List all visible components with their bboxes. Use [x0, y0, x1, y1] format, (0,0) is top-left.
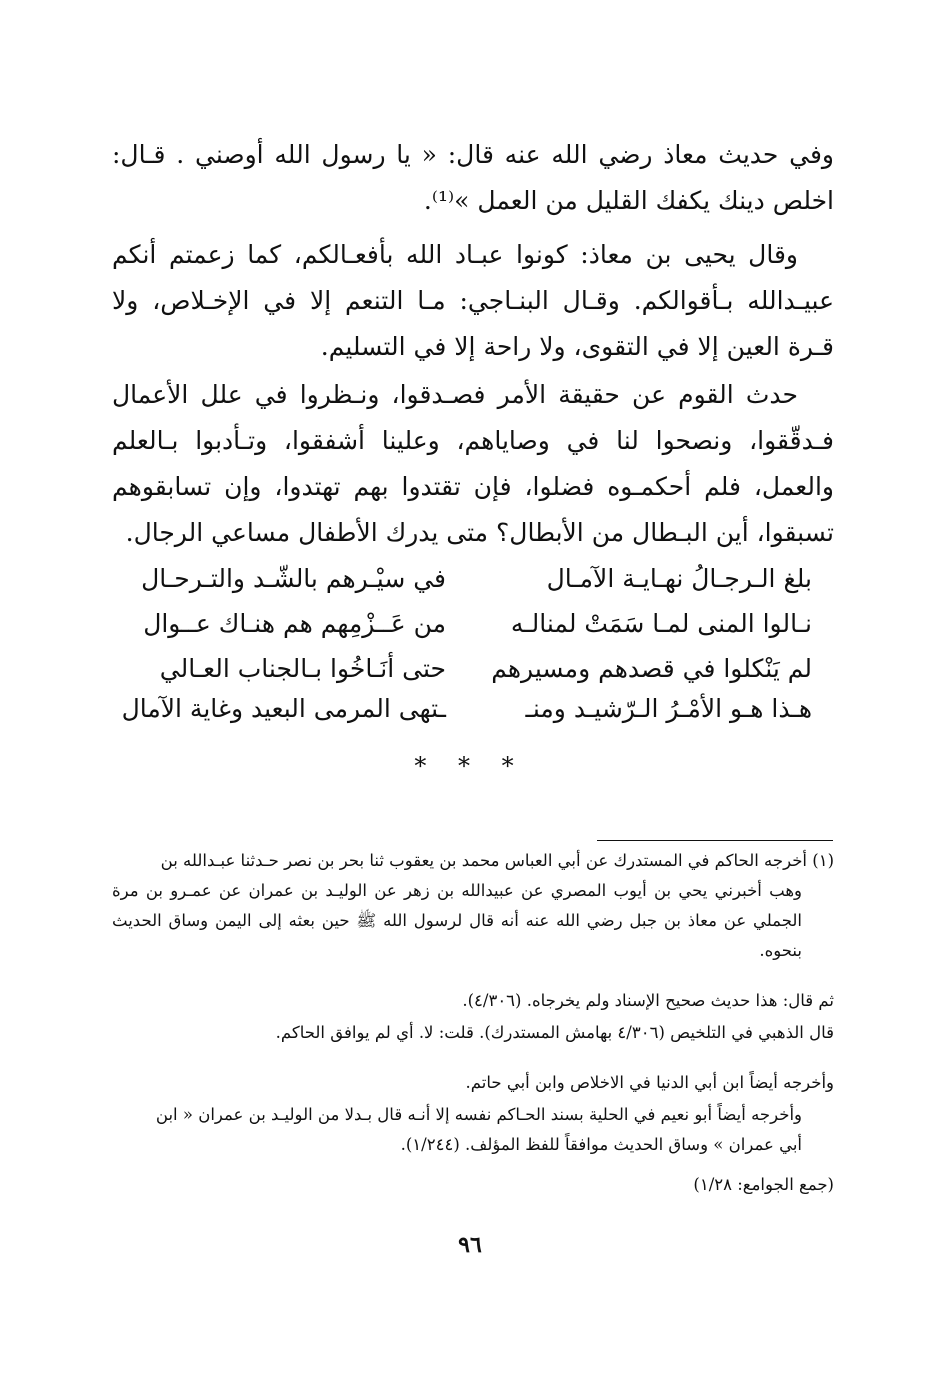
verse-line-4: [112, 690, 834, 734]
verse-first-hemistich: نـالوا المنى لمـا سَمَتْ لمنالـه: [510, 609, 812, 638]
footnote-line-dhahabi: قال الذهبي في التلخيص (٤/٣٠٦ بهامش المستدرك). قلت: لا. أي لم يوافق الحاكم.: [275, 1023, 834, 1042]
footnote-line-abu-nuaym: [112, 1100, 834, 1160]
verse-line-2: [112, 605, 834, 649]
page-number: ٩٦: [458, 1232, 482, 1258]
footnote-line-hakim: ثم قال: هذا حديث صحيح الإسناد ولم يخرجاه. (٤/٣٠٦).: [462, 991, 834, 1010]
footnote-number: (١): [812, 851, 834, 870]
footnote-first-line: أخرجه الحاكم في المستدرك عن أبي العباس محمد بن يعقوب ثنا بحر بن نصر حـدثنا عبـدالله بن: [160, 851, 807, 870]
verse-second-hemistich: حتى أنَـاخُوا بـالجناب العـالي: [159, 654, 446, 683]
footnote-continuation: أبي عمران » وساق الحديث موافقاً للفظ المؤلف. (١/٢٤٤).: [400, 1135, 802, 1154]
body-paragraph-1: وفي حديث معاذ رضي الله عنه قال: « يا رسول الله أوصني . قـال: اخلص دينك يكفك القليل من العمل »⁽¹⁾.: [112, 140, 834, 215]
verse-line-1: [112, 560, 834, 604]
footnote-rule: [597, 840, 833, 841]
footnote-first-line: وأخرجه أيضاً أبو نعيم في الحلية بسند الحـاكم نفسه إلا أنـه قال بـدلا من الوليـد بن عمران « ابن: [155, 1105, 802, 1124]
verse-first-hemistich: لم يَنْكلوا في قصدهم ومسيرهم: [491, 654, 812, 683]
section-separator: * * *: [414, 752, 526, 780]
verse-second-hemistich: من عَــزْمِهم هم هنـاك عــوال: [143, 609, 446, 638]
verse-second-hemistich: في سيْـرهم بالشّـد والتـرحـال: [141, 564, 446, 593]
footnote-continuation: وهب أخبرني يحي بن أيوب المصري عن عبيدالله بن زهر عن الوليـد بن عمران عن عمـرو بن مرة الجملي عن معاذ بن جبل رضي الله عنه أنه قال لرسول الله ﷺ حين بعثه إلى اليمن وساق الحديث بنحوه.: [112, 881, 802, 960]
verse-line-3: [112, 650, 834, 694]
verse-first-hemistich: هـذا هـو الأمْـرُ الـرّشيـد ومنـ: [525, 694, 812, 723]
footnote-line-ibn-abi-dunya: وأخرجه أيضاً ابن أبي الدنيا في الاخلاص وابن أبي حاتم.: [465, 1073, 834, 1092]
body-paragraph-2: وقال يحيى بن معاذ: كونوا عبـاد الله بأفعـالكم، كما زعمتم أنكم عبيـدالله بـأقوالكم. وقـال البنـاجي: مـا التنعم إلا في الإخـلاص، ولا قـرة العين إلا في التقوى، ولا راحة إلا في التسليم.: [112, 240, 834, 361]
verse-second-hemistich: ـتهى المرمى البعيد وغاية الآمال: [121, 694, 446, 723]
body-paragraph-3: حدث القوم عن حقيقة الأمر فصـدقوا، ونـظروا في علل الأعمال فـدقّقوا، ونصحوا لنا في وصاياهم، وعلينا أشفقوا، وتـأدبوا بـالعلم والعمل، فلم أحكمـوه فضلوا، فإن تقتدوا بهم تهتدوا، وإن تسابقوهم تسبقوا، أين البـطال من الأبطال؟ متى يدرك الأطفال مساعي الرجال.: [112, 380, 834, 547]
footnote-1: [112, 846, 834, 966]
footnote-line-jam-al-jawami: (جمع الجوامع: ١/٢٨): [693, 1175, 834, 1194]
verse-first-hemistich: بلغ الـرجـالُ نهـايـة الآمـال: [546, 564, 812, 593]
